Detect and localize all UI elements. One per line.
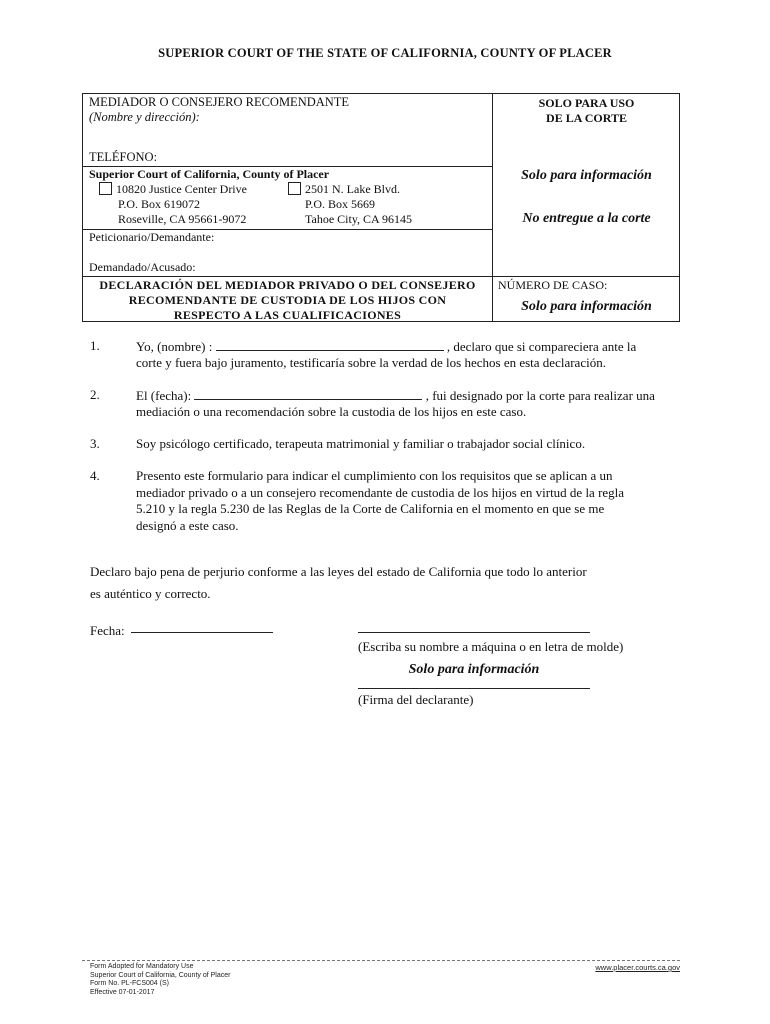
date-label: Fecha:	[90, 623, 125, 638]
do-not-submit-notice: No entregue a la corte	[522, 211, 651, 226]
address-option-left: 10820 Justice Center Drive	[99, 182, 247, 197]
declaration-line: es auténtico y correcto.	[90, 586, 211, 601]
signature-info-only: Solo para información	[408, 662, 540, 677]
item-3-text: Soy psicólogo certificado, terapeuta matrimonial y familiar o trabajador social clínico.	[136, 436, 586, 451]
case-info-only: Solo para información	[521, 299, 652, 314]
address-line: Tahoe City, CA 96145	[305, 212, 413, 226]
name-field[interactable]	[216, 338, 444, 351]
item-2-continuation: mediación o una recomendación sobre la custodia de los hijos en este caso.	[136, 404, 527, 419]
footer-line: Form Adopted for Mandatory Use	[90, 963, 194, 970]
address-line: Roseville, CA 95661-9072	[118, 212, 247, 226]
item-number: 1.	[90, 338, 100, 353]
form-title-line: RECOMENDANTE DE CUSTODIA DE LOS HIJOS CON	[128, 293, 447, 307]
date-appointed-field[interactable]	[194, 387, 422, 400]
footer-line: Superior Court of California, County of Placer	[90, 971, 231, 979]
print-name-caption: (Escriba su nombre a máquina o en letra de molde)	[358, 639, 624, 654]
form-title-line: RESPECTO A LAS CUALIFICACIONES	[173, 308, 402, 322]
court-website-link[interactable]: www.placer.courts.ca.gov	[595, 963, 680, 972]
item-2-line: El (fecha): , fui designado por la corte para realizar una	[136, 388, 655, 403]
print-name-field[interactable]	[358, 632, 590, 633]
location-checkbox-tahoe[interactable]	[288, 182, 301, 195]
location-checkbox-roseville[interactable]	[99, 182, 112, 195]
address-line: P.O. Box 5669	[305, 197, 376, 211]
respondent-label: Demandado/Acusado:	[89, 260, 196, 274]
footer-info	[90, 963, 230, 997]
address-option-right: 2501 N. Lake Blvd.	[288, 182, 400, 197]
form-title-line: DECLARACIÓN DEL MEDIADOR PRIVADO O DEL CONSEJERO	[99, 278, 476, 292]
petitioner-label: Peticionario/Demandante:	[89, 230, 215, 244]
footer-line: Effective 07-01-2017	[90, 988, 155, 996]
item-4-line: 5.210 y la regla 5.230 de las Reglas de la Corte de California en el momento en que se me	[136, 501, 605, 516]
mediator-label: MEDIADOR O CONSEJERO RECOMENDANTE	[89, 95, 350, 109]
case-number-label: NÚMERO DE CASO:	[498, 278, 608, 292]
item-number: 4.	[90, 468, 100, 483]
item-number: 2.	[90, 387, 100, 402]
item-4-line: Presento este formulario para indicar el cumplimiento con los requisitos que se aplican a un	[136, 468, 613, 483]
caption-divider	[492, 94, 493, 321]
item-4-line: designó a este caso.	[136, 518, 239, 533]
item-1-continuation: corte y fuera bajo juramento, testificaría sobre la verdad de los hechos en esta declaración.	[136, 355, 606, 370]
divider-line	[83, 276, 679, 277]
caption-box	[82, 93, 680, 322]
signature-field[interactable]	[358, 688, 590, 689]
name-address-hint: (Nombre y dirección):	[89, 110, 200, 124]
declaration-line: Declaro bajo pena de perjurio conforme a las leyes del estado de California que todo lo anterior	[90, 564, 587, 579]
date-field[interactable]	[131, 632, 273, 633]
footer-rule	[82, 960, 680, 961]
phone-label: TELÉFONO:	[89, 150, 158, 164]
item-1-line: Yo, (nombre) : , declaro que si compareciera ante la	[136, 339, 637, 354]
item-4-line: mediador privado o a un consejero recomendante de custodia de los hijos en virtud de la regla	[136, 485, 625, 500]
item-number: 3.	[90, 436, 100, 451]
address-line: P.O. Box 619072	[118, 197, 201, 211]
signature-caption: (Firma del declarante)	[358, 692, 474, 707]
court-use-label: DE LA CORTE	[546, 111, 627, 125]
court-title: SUPERIOR COURT OF THE STATE OF CALIFORNIA, COUNTY OF PLACER	[158, 46, 612, 60]
info-only-notice: Solo para información	[521, 168, 652, 183]
court-use-label: SOLO PARA USO	[538, 96, 635, 110]
footer-line: Form No. PL-FCS004 (S)	[90, 980, 169, 988]
court-name: Superior Court of California, County of Placer	[89, 167, 330, 181]
